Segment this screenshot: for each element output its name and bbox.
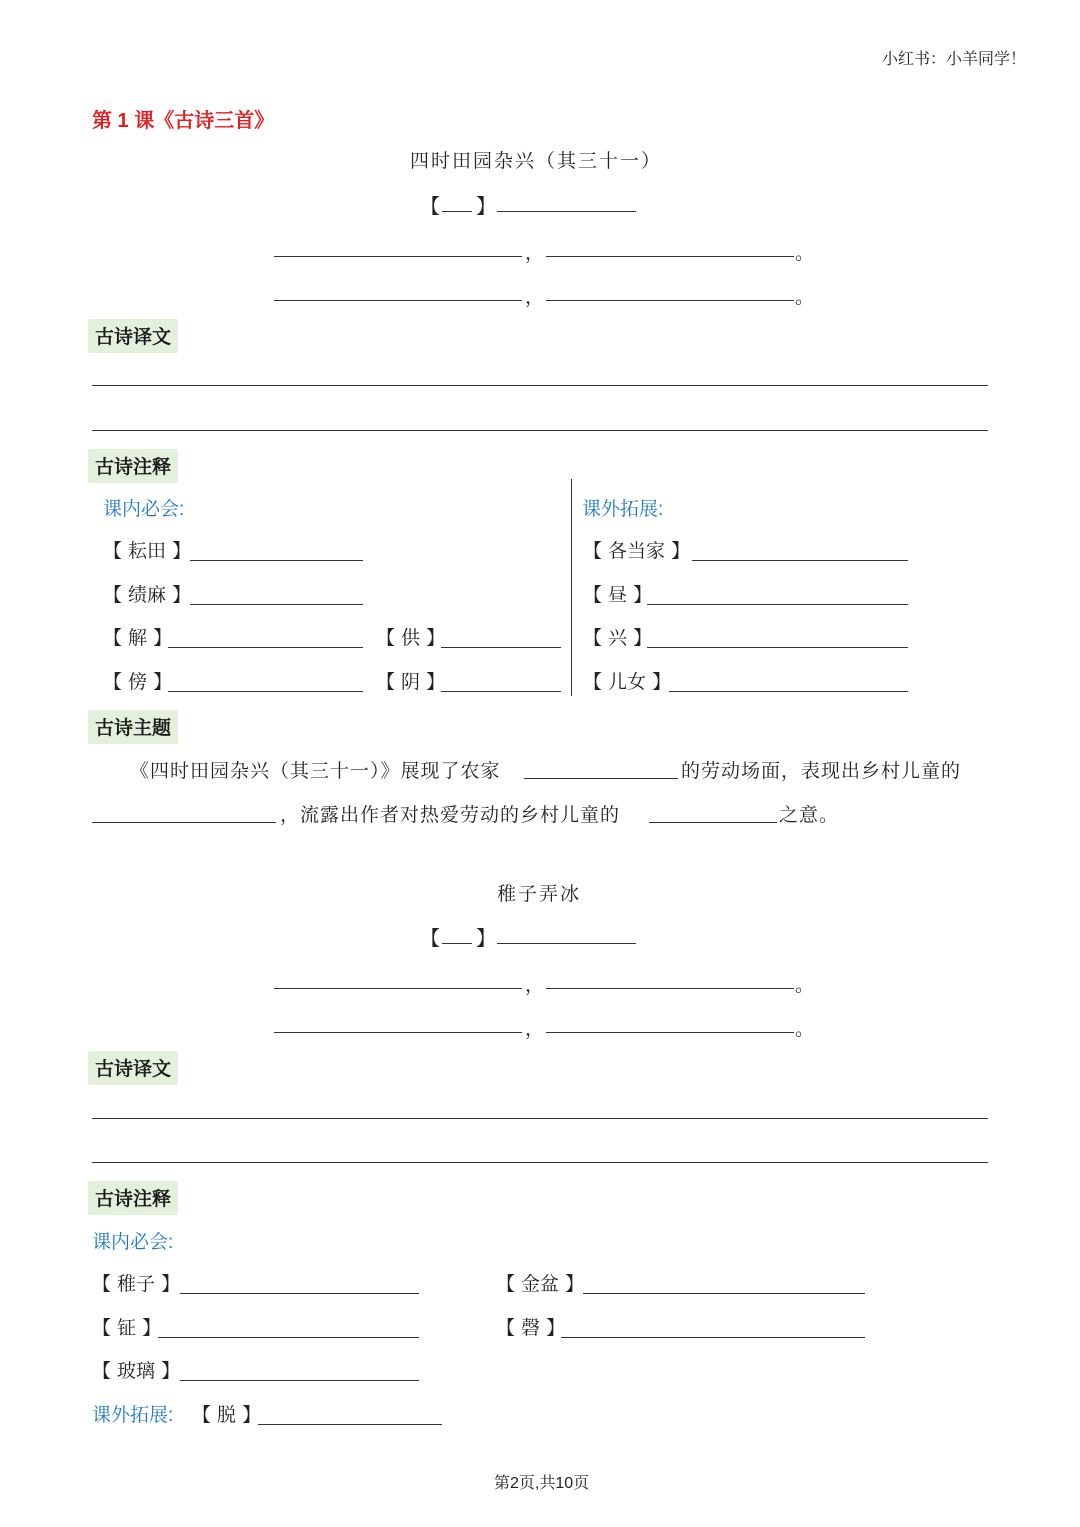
period: 。: [795, 1018, 815, 1040]
note-blank[interactable]: [441, 691, 561, 692]
poem-line-blank[interactable]: [546, 256, 794, 257]
poem-line-blank[interactable]: [274, 1032, 522, 1033]
author-name-blank[interactable]: [497, 211, 636, 212]
theme-text: 的劳动场面，表现出乡村儿童的: [681, 760, 962, 782]
theme-blank[interactable]: [524, 778, 678, 779]
note-blank[interactable]: [168, 691, 363, 692]
note-blank[interactable]: [190, 560, 363, 561]
poem-line-blank[interactable]: [274, 988, 522, 989]
note-term: 【 兴 】: [583, 627, 653, 649]
comma: ，: [525, 286, 545, 308]
author-dynasty-blank[interactable]: [442, 211, 472, 212]
note-term: 【 阴 】: [376, 671, 446, 693]
translation-blank[interactable]: [92, 385, 988, 386]
header-watermark: 小红书：小羊同学！: [882, 51, 1027, 68]
in-class-label: 课内必会:: [103, 499, 185, 520]
note-blank[interactable]: [158, 1337, 419, 1338]
poem-title: 四时田园杂兴（其三十一）: [410, 150, 663, 172]
note-term: 【 昼 】: [583, 584, 653, 606]
section-tag-theme: 古诗主题: [88, 710, 178, 744]
note-blank[interactable]: [583, 1293, 865, 1294]
author-bracket-close: 】: [476, 926, 496, 950]
note-term: 【 磬 】: [496, 1317, 566, 1339]
author-name-blank[interactable]: [497, 943, 636, 944]
translation-blank[interactable]: [92, 1162, 988, 1163]
extension-label: 课外拓展:: [92, 1405, 174, 1426]
poem-line-blank[interactable]: [546, 1032, 794, 1033]
author-bracket-close: 】: [476, 194, 496, 218]
translation-blank[interactable]: [92, 430, 988, 431]
note-blank[interactable]: [180, 1293, 419, 1294]
section-tag-translation: 古诗译文: [88, 1051, 178, 1085]
translation-blank[interactable]: [92, 1118, 988, 1119]
period: 。: [795, 286, 815, 308]
note-term: 【 儿女 】: [583, 671, 672, 693]
extension-label: 课外拓展:: [582, 499, 664, 520]
section-tag-notes: 古诗注释: [88, 1181, 178, 1215]
note-term: 【 金盆 】: [496, 1273, 585, 1295]
note-term: 【 耘田 】: [103, 540, 192, 562]
poem-line-blank[interactable]: [546, 300, 794, 301]
note-term: 【 绩麻 】: [103, 584, 192, 606]
note-term: 【 各当家 】: [583, 540, 691, 562]
note-term: 【 钲 】: [92, 1317, 162, 1339]
poem-title: 稚子弄冰: [497, 883, 582, 905]
period: 。: [795, 242, 815, 264]
comma: ，: [525, 974, 545, 996]
note-term: 【 傍 】: [103, 671, 173, 693]
note-blank[interactable]: [561, 1337, 865, 1338]
note-blank[interactable]: [190, 604, 363, 605]
note-term: 【 玻璃 】: [92, 1360, 181, 1382]
period: 。: [795, 974, 815, 996]
note-term: 【 供 】: [376, 627, 446, 649]
note-blank[interactable]: [180, 1380, 419, 1381]
poem-line-blank[interactable]: [546, 988, 794, 989]
author-dynasty-blank[interactable]: [442, 943, 472, 944]
poem-line-blank[interactable]: [274, 300, 522, 301]
theme-text: 《四时田园杂兴（其三十一）》展现了农家: [130, 760, 501, 782]
comma: ，: [525, 242, 545, 264]
author-bracket-open: 【: [420, 194, 440, 218]
theme-blank[interactable]: [92, 822, 276, 823]
comma: ，: [525, 1018, 545, 1040]
theme-blank[interactable]: [649, 822, 777, 823]
note-blank[interactable]: [168, 647, 363, 648]
note-blank[interactable]: [647, 647, 908, 648]
page-number: 第2页,共10页: [494, 1475, 590, 1492]
note-blank[interactable]: [692, 560, 908, 561]
in-class-label: 课内必会:: [92, 1232, 174, 1253]
poem-line-blank[interactable]: [274, 256, 522, 257]
note-term: 【 解 】: [103, 627, 173, 649]
theme-text: ，流露出作者对热爱劳动的乡村儿童的: [280, 804, 621, 826]
note-blank[interactable]: [669, 691, 908, 692]
lesson-title: 第 1 课《古诗三首》: [92, 110, 275, 132]
note-blank[interactable]: [441, 647, 561, 648]
note-blank[interactable]: [647, 604, 908, 605]
note-blank[interactable]: [258, 1424, 442, 1425]
theme-text: 之意。: [779, 804, 840, 826]
note-term: 【 稚子 】: [92, 1273, 181, 1295]
author-bracket-open: 【: [420, 926, 440, 950]
note-term: 【 脱 】: [192, 1404, 262, 1426]
section-tag-notes: 古诗注释: [88, 449, 178, 483]
column-divider: [571, 479, 572, 696]
section-tag-translation: 古诗译文: [88, 319, 178, 353]
